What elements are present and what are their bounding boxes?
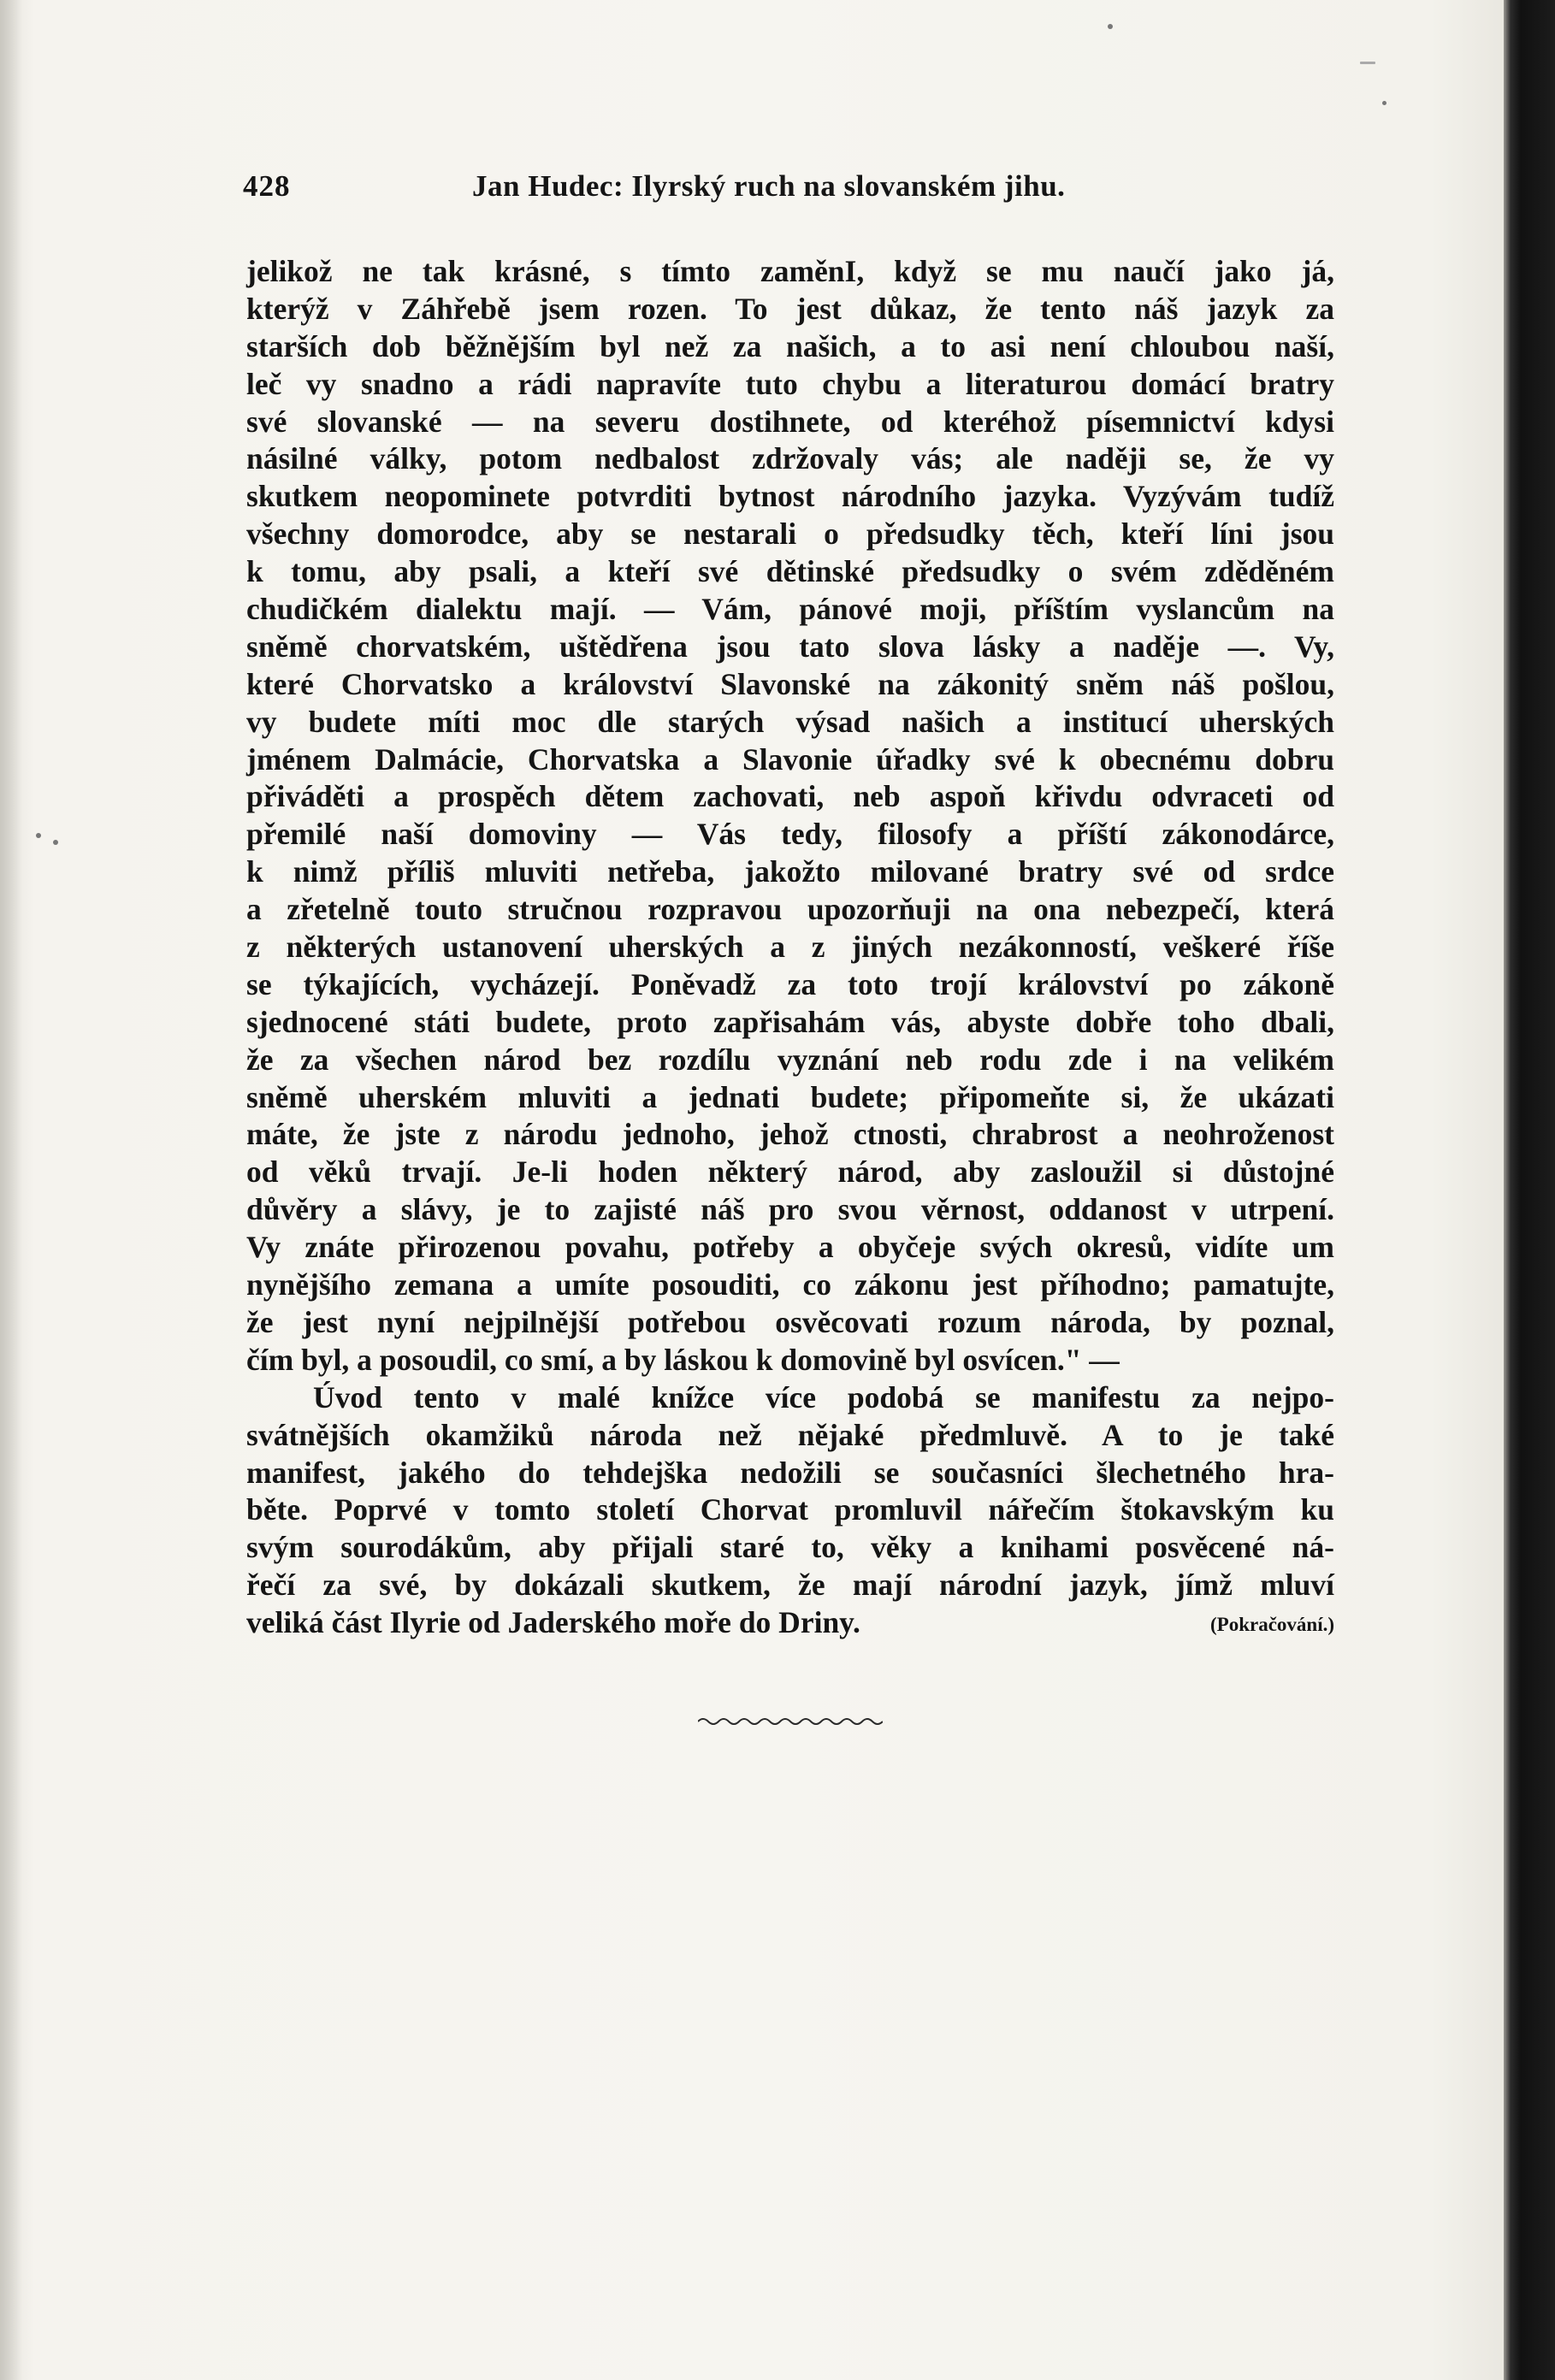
text-line: vy budete míti moc dle starých výsad našich a institucí uherských: [246, 704, 1334, 739]
final-line: [246, 1604, 1334, 1642]
text-line: důvěry a slávy, je to zajisté náš pro svou věrnost, oddanost v utrpení.: [246, 1192, 1334, 1227]
text-line: nynějšího zemana a umíte posouditi, co zákonu jest příhodno; pamatujte,: [246, 1267, 1334, 1302]
running-head: [243, 169, 1333, 212]
text-line: přemilé naší domoviny — Vás tedy, filosofy a příští zákonodárce,: [246, 817, 1334, 852]
text-line: skutkem neopominete potvrditi bytnost národního jazyka. Vyzývám tudíž: [246, 479, 1334, 514]
text-line: sjednocené státi budete, proto zapřisahám vás, abyste dobře toho dbali,: [246, 1004, 1334, 1039]
text-line: starších dob běžnějším byl než za našich, a to asi není chloubou naší,: [246, 328, 1334, 363]
text-line: máte, že jste z národu jednoho, jehož ctnosti, chrabrost a neohroženost: [246, 1117, 1334, 1152]
paragraph-first-line: Úvod tento v malé knížce více podobá se manifestu za nejpo-: [313, 1379, 1334, 1414]
text-line: že jest nyní nejpilnější potřebou osvěcovati rozum národa, by poznal,: [246, 1304, 1334, 1339]
page-number: 428: [243, 169, 291, 203]
text-line: od věků trvají. Je-li hoden některý národ, aby zasloužil si důstojné: [246, 1155, 1334, 1190]
text-line: k tomu, aby psali, a kteří své dětinské předsudky o svém zděděném: [246, 554, 1334, 589]
text-line: násilné války, potom nedbalost zdržovaly vás; ale naději se, že vy: [246, 441, 1334, 476]
text-line: čím byl, a posoudil, co smí, a by láskou k domovině byl osvícen." —: [246, 1342, 1120, 1377]
text-line: sněmě chorvatském, uštědřena jsou tato slova lásky a naděje —. Vy,: [246, 629, 1334, 664]
text-line: řečí za své, by dokázali skutkem, že mají národní jazyk, jímž mluví: [246, 1568, 1334, 1603]
left-shadow: [0, 0, 22, 2380]
text-line: že za všechen národ bez rozdílu vyznání neb rodu zde i na velikém: [246, 1042, 1334, 1077]
continuation-note: (Pokračování.): [1209, 1614, 1334, 1636]
text-line: běte. Poprvé v tomto století Chorvat promluvil nářečím štokavským ku: [246, 1492, 1334, 1527]
text-line: se týkajících, vycházejí. Poněvadž za toto trojí království po zákoně: [246, 966, 1334, 1001]
tilde-ornament: [698, 1716, 883, 1727]
text-line: svátnějších okamžiků národa než nějaké předmluvě. A to je také: [246, 1417, 1334, 1452]
text-line: leč vy snadno a rádi napravíte tuto chybu a literaturou domácí bratry: [246, 366, 1334, 401]
dust-speck: [36, 833, 41, 838]
text-line: všechny domorodce, aby se nestarali o předsudky těch, kteří líni jsou: [246, 517, 1334, 552]
text-line: manifest, jakého do tehdejška nedožili se současníci šlechetného hra-: [246, 1455, 1334, 1490]
final-line-text: veliká část Ilyrie od Jaderského moře do Driny.: [246, 1605, 860, 1640]
text-line: přiváděti a prospěch dětem zachovati, neb aspoň křivdu odvraceti od: [246, 779, 1334, 814]
text-line: sněmě uherském mluviti a jednati budete; připomeňte si, že ukázati: [246, 1079, 1334, 1114]
text-line: a zřetelně touto stručnou rozpravou upozorňuji na ona nebezpečí, která: [246, 892, 1334, 927]
text-line: chudičkém dialektu mají. — Vám, pánové moji, příštím vyslancům na: [246, 592, 1334, 627]
text-line: své slovanské — na severu dostihnete, od kteréhož písemnictví kdysi: [246, 404, 1334, 439]
text-line: kterýž v Záhřebě jsem rozen. To jest důkaz, že tento náš jazyk za: [246, 291, 1334, 326]
dust-speck: [1360, 62, 1375, 64]
scan-edge: [1504, 0, 1555, 2380]
text-line: svým sourodákům, aby přijali staré to, věky a knihami posvěcené ná-: [246, 1530, 1334, 1565]
running-title: Jan Hudec: Ilyrský ruch na slovanském jihu.: [472, 169, 1066, 203]
dust-speck: [1108, 24, 1113, 29]
text-line: jelikož ne tak krásné, s tímto zaměnI, když se mu naučí jako já,: [246, 254, 1334, 288]
text-line: Vy znáte přirozenou povahu, potřeby a obyčeje svých okresů, vidíte um: [246, 1230, 1334, 1265]
text-line: k nimž příliš mluviti netřeba, jakožto milované bratry své od srdce: [246, 854, 1334, 889]
body-text: [246, 253, 1334, 1645]
dust-speck: [1382, 101, 1386, 105]
text-line: které Chorvatsko a království Slavonské na zákonitý sněm náš pošlou,: [246, 666, 1334, 701]
text-line: z některých ustanovení uherských a z jiných nezákonností, veškeré říše: [246, 930, 1334, 965]
text-line: jménem Dalmácie, Chorvatska a Slavonie úřadky své k obecnému dobru: [246, 741, 1334, 777]
dust-speck: [53, 840, 58, 845]
